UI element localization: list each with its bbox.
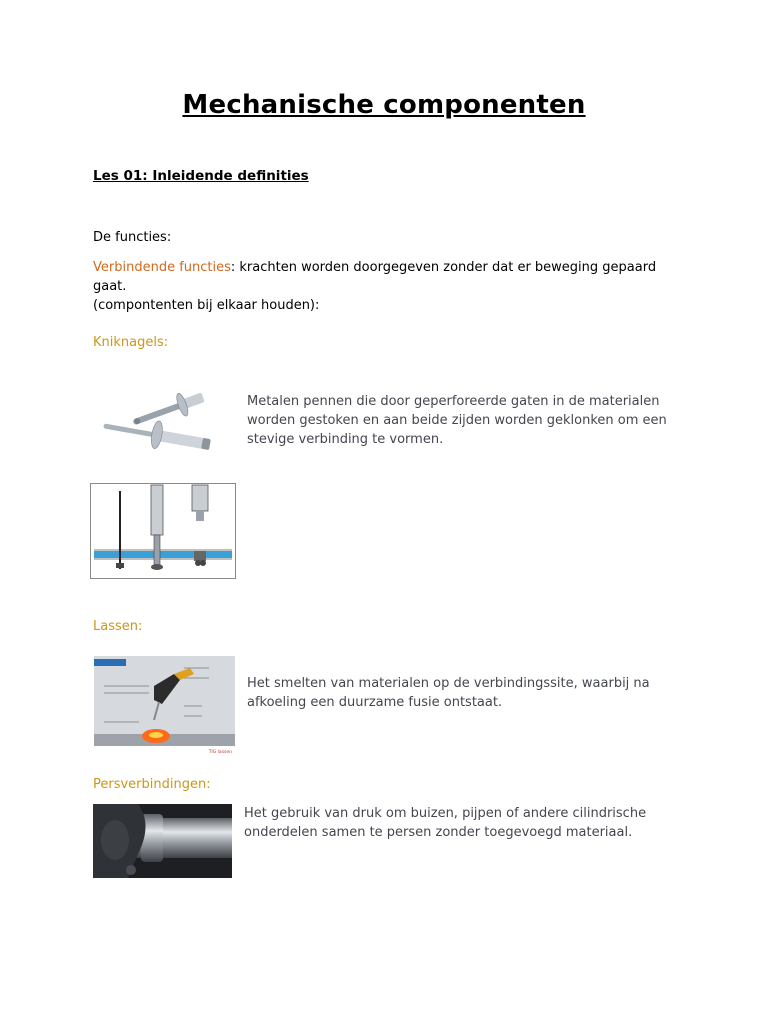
intro-text: De functies: <box>93 230 172 245</box>
press-fitting-photo <box>93 804 232 878</box>
connecting-functions-term: Verbindende functies <box>93 260 231 275</box>
riveting-diagram <box>90 483 236 579</box>
section-heading-lassen: Lassen: <box>93 619 143 634</box>
section-heading-kniknagels: Kniknagels: <box>93 335 169 350</box>
lassen-description: Het smelten van materialen op de verbindingssite, waarbij na afkoeling een duurzame fusie ontstaat. <box>247 676 650 710</box>
tig-welding-diagram <box>94 656 235 756</box>
connecting-functions-note: (compontenten bij elkaar houden): <box>93 298 320 313</box>
section-heading-persverbindingen: Persverbindingen: <box>93 777 211 792</box>
page-title: Mechanische componenten <box>182 90 586 120</box>
connecting-functions-definition: : krachten worden doorgegeven zonder dat er beweging gepaard gaat. <box>93 260 657 294</box>
kniknagels-description: Metalen pennen die door geperforeerde gaten in de materialen worden gestoken en aan beide zijden worden geklonken om een stevige verbinding te vormen. <box>247 394 667 447</box>
connecting-functions-paragraph <box>93 258 693 315</box>
tig-caption: TIG lassen <box>208 750 232 755</box>
rivets-photo <box>93 376 233 480</box>
lesson-subtitle: Les 01: Inleidende definities <box>93 168 309 184</box>
persverbindingen-description: Het gebruik van druk om buizen, pijpen of andere cilindrische onderdelen samen te persen zonder toegevoegd materiaal. <box>244 806 647 840</box>
